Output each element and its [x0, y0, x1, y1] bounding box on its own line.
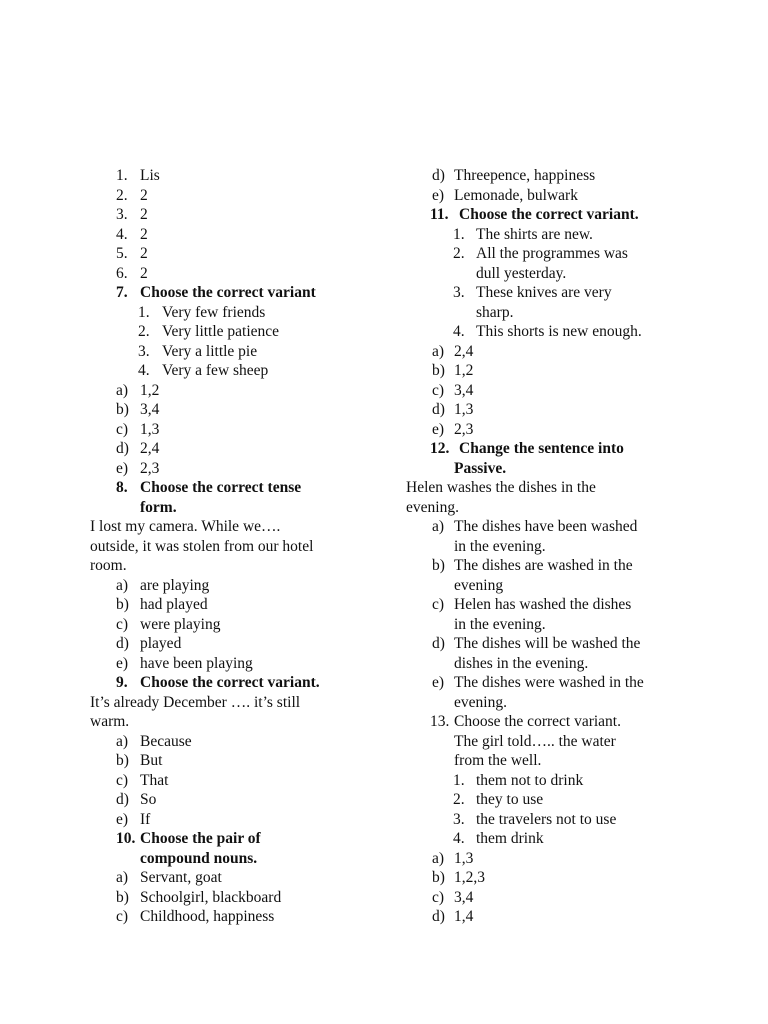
text-line	[406, 771, 706, 791]
line-text: 1,2,3	[454, 869, 485, 886]
text-line	[90, 907, 390, 927]
text-line	[90, 615, 390, 635]
list-marker: e)	[116, 459, 129, 477]
text-line	[406, 810, 706, 830]
text-line	[90, 283, 390, 303]
text-line	[90, 537, 390, 557]
text-line	[90, 576, 390, 596]
list-marker: e)	[116, 654, 129, 672]
line-text: The dishes have been washed	[454, 518, 638, 535]
line-text: 2	[140, 245, 148, 262]
text-line	[406, 693, 706, 713]
text-line	[90, 790, 390, 810]
list-marker: e)	[432, 674, 445, 691]
list-marker: 13.	[430, 713, 450, 730]
text-line	[90, 556, 390, 576]
list-marker: 2.	[453, 791, 465, 808]
text-line	[90, 810, 390, 830]
line-text: Very a little pie	[162, 342, 258, 360]
text-line	[90, 868, 390, 888]
text-line	[90, 829, 390, 849]
text-line	[406, 205, 706, 225]
list-marker: 11.	[430, 206, 449, 223]
line-text: 3,4	[454, 381, 474, 399]
line-text: Choose the correct variant	[140, 284, 316, 301]
text-line	[406, 517, 706, 537]
text-line	[90, 459, 390, 479]
line-text: Helen washes the dishes in the	[406, 479, 596, 496]
line-text: Choose the correct tense	[140, 479, 302, 496]
line-text: But	[140, 752, 163, 769]
text-line	[406, 751, 706, 771]
list-marker: c)	[116, 771, 129, 789]
line-text: It’s already December …. it’s still	[90, 693, 301, 711]
line-text: evening	[454, 576, 504, 594]
line-text: 2,4	[140, 440, 160, 457]
text-line	[90, 849, 390, 869]
line-text: That	[140, 771, 169, 789]
line-text: them drink	[476, 830, 544, 847]
text-line	[406, 166, 706, 186]
line-text: 2	[140, 264, 148, 282]
list-marker: 3.	[116, 206, 128, 223]
text-line	[406, 186, 706, 206]
line-text: in the evening.	[454, 615, 546, 633]
line-text: 2,3	[454, 420, 474, 438]
list-marker: 4.	[138, 362, 150, 379]
line-text: have been playing	[140, 654, 253, 672]
line-text: warm.	[90, 713, 130, 730]
text-line	[90, 673, 390, 693]
text-line	[90, 654, 390, 674]
text-line	[90, 478, 390, 498]
list-marker: 7.	[116, 284, 128, 301]
text-line	[90, 381, 390, 401]
line-text: The girl told….. the water	[454, 732, 616, 750]
line-text: Choose the pair of	[140, 830, 261, 847]
text-line	[90, 244, 390, 264]
text-line	[406, 361, 706, 381]
line-text: Change the sentence into	[459, 440, 624, 457]
line-text: played	[140, 635, 182, 652]
line-text: the travelers not to use	[476, 810, 617, 828]
line-text: 2	[140, 206, 148, 223]
line-text: The dishes will be washed the	[454, 635, 641, 652]
text-line	[406, 439, 706, 459]
text-line	[90, 342, 390, 362]
text-line	[406, 673, 706, 693]
list-marker: d)	[116, 791, 129, 808]
text-line	[406, 420, 706, 440]
line-text: had played	[140, 596, 208, 613]
list-marker: 2.	[138, 323, 150, 340]
line-text: 1,2	[140, 381, 160, 399]
text-line	[406, 907, 706, 927]
line-text: Very few friends	[162, 303, 266, 321]
text-line	[90, 166, 390, 186]
line-text: Threepence, happiness	[454, 167, 596, 184]
line-text: The shirts are new.	[476, 225, 593, 243]
text-line	[406, 244, 706, 264]
list-marker: c)	[116, 615, 129, 633]
list-marker: e)	[432, 420, 445, 438]
list-marker: d)	[432, 167, 445, 184]
text-line	[406, 303, 706, 323]
text-line	[406, 381, 706, 401]
list-marker: 3.	[453, 810, 465, 828]
list-marker: 12.	[430, 440, 450, 457]
list-marker: 4.	[116, 225, 128, 243]
text-line	[406, 537, 706, 557]
text-line	[90, 303, 390, 323]
line-text: The dishes were washed in the	[454, 674, 644, 691]
list-marker: a)	[432, 849, 445, 867]
text-line	[90, 322, 390, 342]
right-column	[406, 166, 706, 927]
list-marker: d)	[432, 908, 445, 925]
line-text: 1,3	[454, 401, 474, 418]
list-marker: c)	[432, 888, 445, 906]
line-text: dull yesterday.	[476, 264, 567, 282]
list-marker: b)	[116, 752, 129, 769]
text-line	[406, 634, 706, 654]
list-marker: 8.	[116, 479, 128, 496]
line-text: This shorts is new enough.	[476, 323, 642, 340]
line-text: 1,4	[454, 908, 474, 925]
text-line	[90, 712, 390, 732]
text-line	[406, 498, 706, 518]
line-text: from the well.	[454, 752, 542, 769]
line-text: Very little patience	[162, 323, 280, 340]
list-marker: b)	[116, 401, 129, 418]
line-text: 1,3	[454, 849, 474, 867]
text-line	[90, 634, 390, 654]
text-line	[406, 888, 706, 908]
line-text: Very a few sheep	[162, 362, 269, 379]
text-line	[90, 517, 390, 537]
text-line	[406, 829, 706, 849]
line-text: So	[140, 791, 157, 808]
text-line	[406, 790, 706, 810]
line-text: The dishes are washed in the	[454, 557, 633, 574]
line-text: If	[140, 810, 151, 828]
list-marker: d)	[116, 440, 129, 457]
left-column	[90, 166, 390, 927]
list-marker: 1.	[116, 167, 128, 184]
list-marker: c)	[432, 381, 445, 399]
text-line	[406, 849, 706, 869]
line-text: evening.	[406, 498, 459, 516]
line-text: 3,4	[140, 401, 160, 418]
list-marker: a)	[116, 732, 129, 750]
line-text: sharp.	[476, 303, 514, 321]
line-text: These knives are very	[476, 284, 612, 301]
list-marker: 1.	[138, 303, 150, 321]
text-line	[406, 264, 706, 284]
list-marker: a)	[116, 576, 129, 594]
text-line	[90, 498, 390, 518]
list-marker: b)	[432, 557, 445, 574]
text-line	[406, 556, 706, 576]
text-line	[90, 186, 390, 206]
text-line	[90, 595, 390, 615]
text-line	[406, 868, 706, 888]
text-line	[406, 615, 706, 635]
list-marker: 2.	[453, 245, 465, 262]
list-marker: a)	[116, 381, 129, 399]
text-line	[90, 361, 390, 381]
list-marker: d)	[432, 401, 445, 418]
list-marker: b)	[432, 869, 445, 886]
line-text: I lost my camera. While we….	[90, 518, 281, 535]
text-line	[90, 771, 390, 791]
list-marker: 9.	[116, 674, 128, 691]
text-line	[406, 322, 706, 342]
line-text: dishes in the evening.	[454, 654, 589, 672]
line-text: them not to drink	[476, 771, 584, 789]
line-text: in the evening.	[454, 537, 546, 555]
text-line	[406, 576, 706, 596]
list-marker: 10.	[116, 830, 136, 847]
list-marker: 1.	[453, 225, 465, 243]
list-marker: 2.	[116, 186, 128, 204]
list-marker: 3.	[138, 342, 150, 360]
line-text: All the programmes was	[476, 245, 628, 262]
line-text: Choose the correct variant.	[140, 674, 320, 691]
line-text: form.	[140, 498, 177, 516]
text-line	[406, 225, 706, 245]
line-text: Because	[140, 732, 192, 750]
line-text: Choose the correct variant.	[454, 713, 621, 730]
line-text: were playing	[140, 615, 221, 633]
text-line	[90, 264, 390, 284]
list-marker: 1.	[453, 771, 465, 789]
text-line	[90, 732, 390, 752]
text-line	[406, 478, 706, 498]
text-line	[406, 400, 706, 420]
line-text: evening.	[454, 693, 507, 711]
text-line	[406, 283, 706, 303]
text-line	[406, 732, 706, 752]
line-text: Childhood, happiness	[140, 908, 275, 925]
list-marker: d)	[116, 635, 129, 652]
list-marker: 3.	[453, 284, 465, 301]
text-line	[406, 459, 706, 479]
list-marker: 6.	[116, 264, 128, 282]
list-marker: 4.	[453, 323, 465, 340]
list-marker: c)	[432, 596, 445, 613]
list-marker: a)	[432, 342, 445, 360]
line-text: 1,2	[454, 362, 474, 379]
line-text: Schoolgirl, blackboard	[140, 888, 282, 906]
list-marker: c)	[116, 908, 129, 925]
line-text: Servant, goat	[140, 869, 222, 886]
line-text: 2,3	[140, 459, 160, 477]
line-text: Lemonade, bulwark	[454, 186, 578, 204]
line-text: Helen has washed the dishes	[454, 596, 632, 613]
line-text: 2	[140, 225, 148, 243]
text-line	[406, 342, 706, 362]
list-marker: c)	[116, 420, 129, 438]
line-text: room.	[90, 557, 127, 574]
list-marker: e)	[432, 186, 445, 204]
text-line	[90, 420, 390, 440]
line-text: Passive.	[454, 459, 507, 477]
list-marker: 4.	[453, 830, 465, 847]
line-text: Choose the correct variant.	[459, 206, 639, 223]
list-marker: b)	[116, 888, 129, 906]
text-line	[90, 400, 390, 420]
list-marker: b)	[116, 596, 129, 613]
line-text: 2,4	[454, 342, 474, 360]
list-marker: a)	[116, 869, 129, 886]
text-line	[406, 654, 706, 674]
list-marker: a)	[432, 518, 445, 535]
text-line	[90, 751, 390, 771]
line-text: outside, it was stolen from our hotel	[90, 537, 314, 555]
text-line	[90, 225, 390, 245]
list-marker: 5.	[116, 245, 128, 262]
text-line	[90, 693, 390, 713]
list-marker: e)	[116, 810, 129, 828]
line-text: are playing	[140, 576, 210, 594]
text-line	[90, 888, 390, 908]
line-text: 3,4	[454, 888, 474, 906]
text-line	[406, 712, 706, 732]
line-text: compound nouns.	[140, 849, 258, 867]
text-line	[90, 439, 390, 459]
line-text: 1,3	[140, 420, 160, 438]
list-marker: b)	[432, 362, 445, 379]
line-text: Lis	[140, 167, 160, 184]
text-line	[90, 205, 390, 225]
line-text: 2	[140, 186, 148, 204]
text-line	[406, 595, 706, 615]
line-text: they to use	[476, 791, 544, 808]
list-marker: d)	[432, 635, 445, 652]
